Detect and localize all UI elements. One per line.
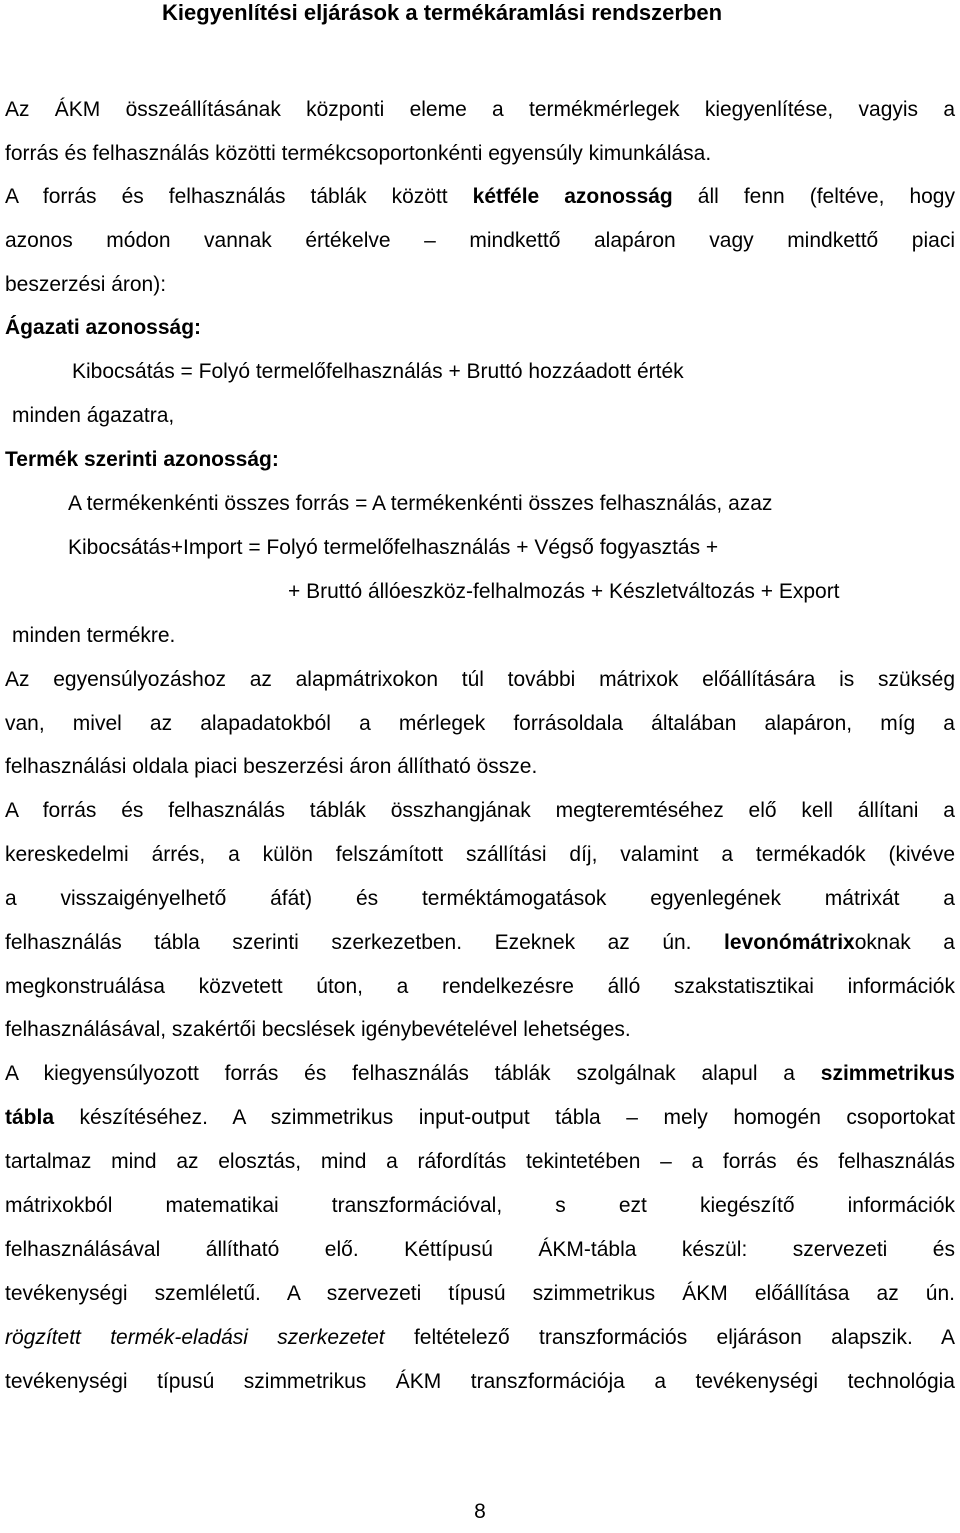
paragraph-5-line: tevékenységi szemléletű. A szervezeti típusú szimmetrikus ÁKM előállítása az ún.: [5, 1282, 955, 1305]
paragraph-4-line: kereskedelmi árrés, a külön felszámított szállítási díj, valamint a termékadók (kivéve: [5, 843, 955, 866]
paragraph-2-line: azonos módon vannak értékelve – mindkettő alapáron vagy mindkettő piaci: [5, 229, 955, 252]
paragraph-5-line: tartalmaz mind az elosztás, mind a ráfordítás tekintetében – a forrás és felhasználás: [5, 1150, 955, 1173]
identity-formula: Kibocsátás = Folyó termelőfelhasználás + Bruttó hozzáadott érték: [72, 360, 684, 383]
bold-term: tábla: [5, 1106, 55, 1129]
paragraph-5-line: tevékenységi típusú szimmetrikus ÁKM transzformációja a tevékenységi technológia: [5, 1370, 955, 1393]
paragraph-1-line: Az ÁKM összeállításának központi eleme a termékmérlegek kiegyenlítése, vagyis a: [5, 98, 955, 121]
identity-heading: Ágazati azonosság:: [5, 316, 202, 339]
bold-term: levonómátrix: [724, 931, 855, 954]
text-run: áll fenn (feltéve, hogy: [697, 185, 955, 208]
paragraph-2-line: [5, 182, 955, 212]
identity-scope: minden termékre.: [12, 624, 176, 647]
identity-scope: minden ágazatra,: [12, 404, 175, 427]
page-number: 8: [474, 1500, 486, 1523]
paragraph-5-line: felhasználásával állítható elő. Kéttípusú ÁKM-tábla készül: szervezeti és: [5, 1238, 955, 1261]
identity-formula: A termékenkénti összes forrás = A termékenkénti összes felhasználás, azaz: [68, 492, 773, 515]
text-run: készítéséhez. A szimmetrikus input-output tábla – mely homogén csoportokat: [79, 1106, 955, 1129]
paragraph-5-line: [5, 1103, 955, 1133]
text-run: felhasználás tábla szerinti szerkezetben. Ezeknek az ún.: [5, 931, 692, 954]
paragraph-2-line: beszerzési áron):: [5, 273, 167, 296]
text-run: A forrás és felhasználás táblák között: [5, 185, 448, 208]
bold-term: szimmetrikus: [820, 1062, 955, 1085]
paragraph-5-line: [5, 1059, 955, 1089]
paragraph-3-line: felhasználási oldala piaci beszerzési áron állítható össze.: [5, 755, 538, 778]
paragraph-4-line: a visszaigényelhető áfát) és terméktámogatások egyenlegének mátrixát a: [5, 887, 955, 910]
identity-formula: + Bruttó állóeszköz-felhalmozás + Készletváltozás + Export: [288, 580, 840, 603]
paragraph-3-line: van, mivel az alapadatokból a mérlegek forrásoldala általában alapáron, míg a: [5, 712, 955, 735]
text-run: [724, 931, 955, 954]
italic-term: rögzített termék-eladási szerkezetet: [5, 1326, 385, 1349]
paragraph-4-line: megkonstruálása közvetett úton, a rendelkezésre álló szakstatisztikai információk: [5, 975, 955, 998]
paragraph-5-line: mátrixokból matematikai transzformációval, s ezt kiegészítő információk: [5, 1194, 955, 1217]
paragraph-3-line: Az egyensúlyozáshoz az alapmátrixokon túl további mátrixok előállítására is szükség: [5, 668, 955, 691]
identity-formula: Kibocsátás+Import = Folyó termelőfelhasználás + Végső fogyasztás +: [68, 536, 719, 559]
paragraph-4-line: A forrás és felhasználás táblák összhangjának megteremtéséhez elő kell állítani a: [5, 799, 955, 822]
paragraph-1-line: forrás és felhasználás közötti termékcsoportonkénti egyensúly kimunkálása.: [5, 142, 712, 165]
text-run: feltételező transzformációs eljáráson alapszik. A: [413, 1326, 955, 1349]
paragraph-5-line: [5, 1323, 955, 1353]
text-run: A kiegyensúlyozott forrás és felhasználás táblák szolgálnak alapul a: [5, 1062, 795, 1085]
paragraph-4-line: felhasználásával, szakértői becslések igénybevételével lehetséges.: [5, 1018, 631, 1041]
section-title: Kiegyenlítési eljárások a termékáramlási rendszerben: [162, 0, 723, 25]
identity-heading: Termék szerinti azonosság:: [5, 448, 279, 471]
paragraph-4-line: [5, 928, 955, 958]
bold-term: kétféle azonosság: [472, 185, 673, 208]
text-run: oknak a: [854, 931, 955, 954]
